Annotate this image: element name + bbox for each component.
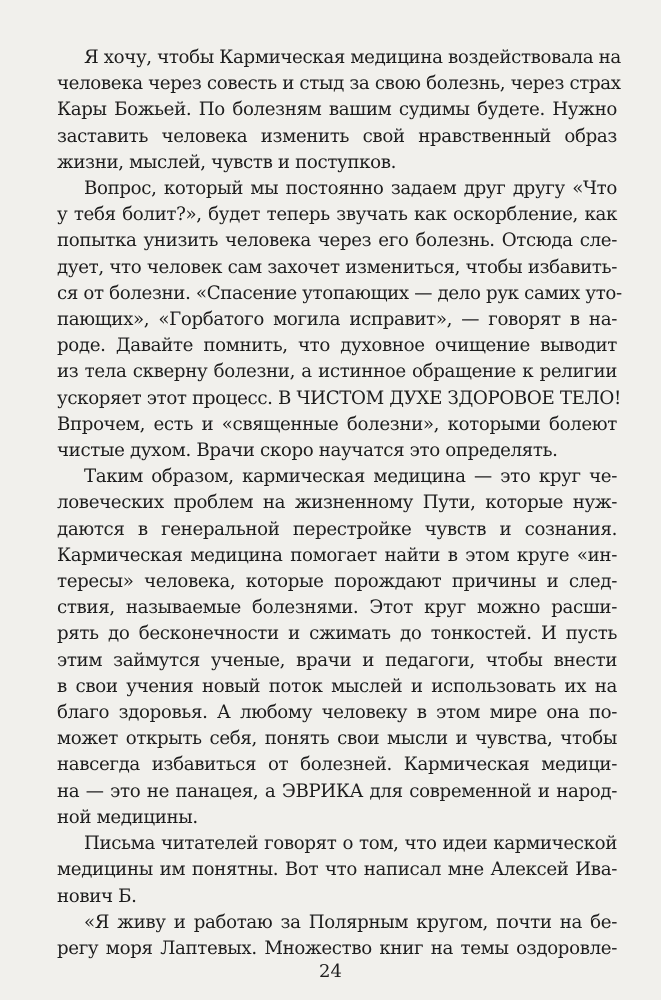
text-line: Кары Божьей. По болезням вашим судимы будете. Нужно (57, 99, 617, 121)
text-line: попытка унизить человека через его болезнь. Отсюда сле- (57, 230, 617, 252)
text-line: Письма читателей говорят о том, что идеи кармической (84, 833, 617, 855)
text-line: благо здоровья. А любому человеку в этом мире она по- (57, 702, 617, 724)
text-line: Впрочем, есть и «священные болезни», которыми болеют (57, 413, 617, 435)
paragraph (57, 176, 622, 464)
text-line: в свои учения новый поток мыслей и использовать их на (57, 675, 617, 697)
text-line: роде. Давайте помнить, что духовное очищение выводит (57, 335, 617, 357)
text-line: регу моря Лаптевых. Множество книг на темы оздоровле- (57, 937, 617, 959)
paragraph (57, 45, 621, 176)
text-line: дует, что человек сам захочет измениться, чтобы избавить- (57, 256, 617, 278)
text-line: чистые духом. Врачи скоро научатся это определять. (57, 440, 558, 462)
page-number: 24 (319, 961, 342, 982)
body-text (57, 45, 622, 962)
text-line: тересы» человека, которые порождают причины и след- (57, 571, 617, 593)
text-line: может открыть себя, понять свои мысли и чувства, чтобы (57, 728, 617, 750)
text-line: Таким образом, кармическая медицина — это круг че- (84, 466, 617, 488)
text-line: «Я живу и работаю за Полярным кругом, почти на бе- (84, 911, 617, 933)
text-line: ной медицины. (57, 806, 198, 828)
text-line: пающих», «Горбатого могила исправит», — говорят в на- (57, 309, 617, 331)
paragraph (57, 464, 617, 831)
text-line: ся от болезни. «Спасение утопающих — дело рук самих уто- (57, 282, 622, 304)
text-line: Я хочу, чтобы Кармическая медицина воздействовала на (84, 47, 621, 68)
text-line: у тебя болит?», будет теперь звучать как оскорбление, как (57, 204, 617, 226)
text-line: нович Б. (57, 885, 137, 907)
text-line: из тела скверну болезни, а истинное обращение к религии (57, 361, 617, 383)
text-line: человека через совесть и стыд за свою болезнь, через страх (57, 73, 621, 95)
text-line: рять до бесконечности и сжимать до тонкостей. И пусть (57, 623, 617, 645)
text-line: на — это не панацея, а ЭВРИКА для современной и народ- (57, 780, 617, 802)
text-line: ловеческих проблем на жизненному Пути, которые нуж- (57, 492, 617, 514)
text-line: ствия, называемые болезнями. Этот круг можно расши- (57, 597, 617, 619)
text-line: Вопрос, который мы постоянно задаем друг другу «Что (84, 178, 617, 200)
text-line: медицины им понятны. Вот что написал мне Алексей Ива- (57, 859, 617, 881)
paragraph (57, 831, 617, 910)
paragraph (57, 910, 617, 962)
text-line: Кармическая медицина помогает найти в этом круге «ин- (57, 544, 617, 566)
text-line: этим займутся ученые, врачи и педагоги, чтобы внести (57, 649, 617, 671)
text-line: ускоряет этот процесс. В ЧИСТОМ ДУХЕ ЗДОРОВОЕ ТЕЛО! (57, 387, 621, 409)
text-line: даются в генеральной перестройке чувств и сознания. (57, 518, 617, 540)
text-line: навсегда избавиться от болезней. Кармическая медици- (57, 754, 617, 776)
text-line: заставить человека изменить свой нравственный образ (57, 125, 617, 147)
text-line: жизни, мыслей, чувств и поступков. (57, 151, 397, 173)
